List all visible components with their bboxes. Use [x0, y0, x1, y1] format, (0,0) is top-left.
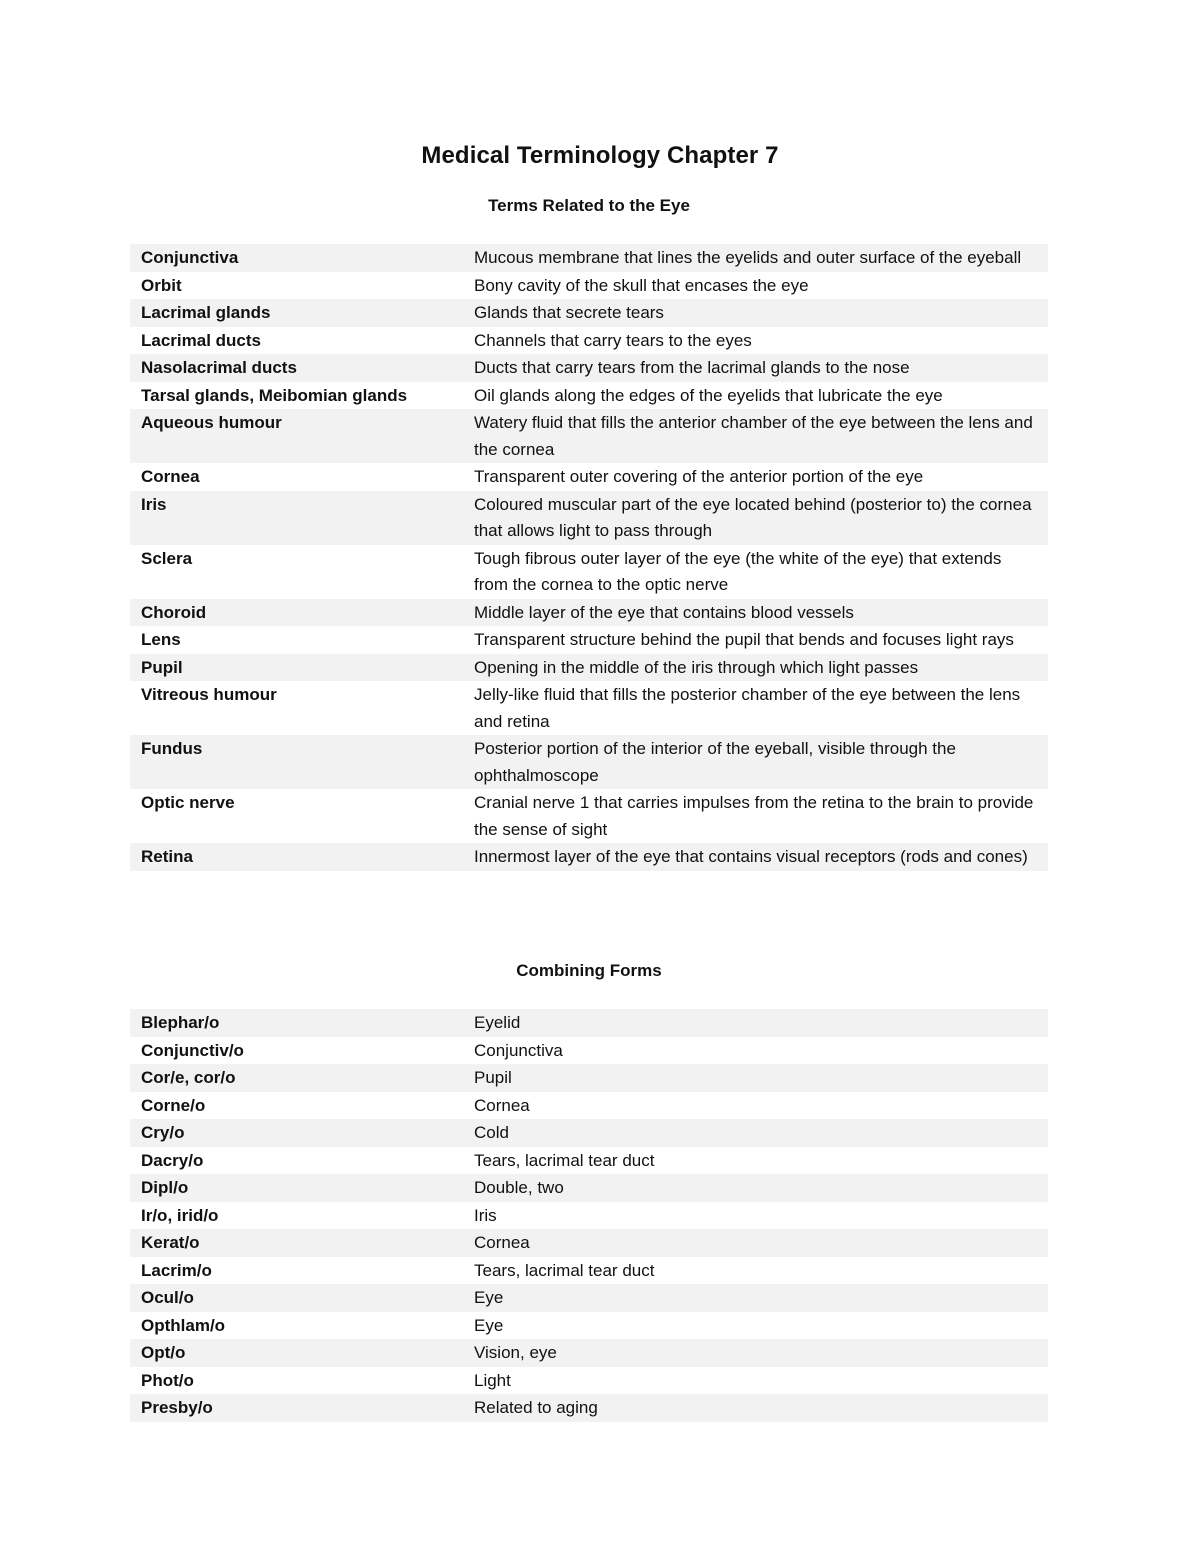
definition-cell: Ducts that carry tears from the lacrimal glands to the nose: [474, 358, 910, 377]
eye-terms-table: [130, 244, 1048, 871]
page-title: Medical Terminology Chapter 7: [421, 142, 779, 169]
term-cell: Pupil: [141, 657, 183, 677]
table-row: [130, 244, 1048, 272]
table-row: [130, 735, 1048, 789]
table-row: [130, 1284, 1048, 1312]
table-row: [130, 1202, 1048, 1230]
definition-cell: Mucous membrane that lines the eyelids and outer surface of the eyeball: [474, 248, 1022, 267]
term-cell: Opthlam/o: [141, 1315, 226, 1335]
term-cell: Tarsal glands, Meibomian glands: [141, 385, 408, 405]
definition-cell: Glands that secrete tears: [474, 303, 664, 322]
term-cell: Ocul/o: [141, 1288, 194, 1307]
table-row: [130, 354, 1048, 382]
definition-cell: Oil glands along the edges of the eyelids that lubricate the eye: [474, 385, 943, 405]
definition-cell: Transparent structure behind the pupil that bends and focuses light rays: [474, 630, 1014, 649]
definition-cell: Related to aging: [474, 1398, 598, 1417]
table-row: [130, 1147, 1048, 1175]
term-cell: Vitreous humour: [141, 685, 277, 704]
definition-cell: Cranial nerve 1 that carries impulses from the retina to the brain to provide the sense of sight: [474, 793, 1034, 839]
term-cell: Dacry/o: [141, 1150, 204, 1170]
term-cell: Optic nerve: [141, 793, 235, 812]
table-row: [130, 1119, 1048, 1147]
table-row: [130, 1339, 1048, 1367]
definition-cell: Conjunctiva: [474, 1040, 563, 1060]
term-cell: Sclera: [141, 548, 193, 568]
definition-cell: Cornea: [474, 1095, 530, 1115]
definition-cell: Channels that carry tears to the eyes: [474, 330, 752, 350]
term-cell: Nasolacrimal ducts: [141, 358, 297, 377]
table-row: [130, 1394, 1048, 1422]
term-cell: Conjunctiv/o: [141, 1040, 244, 1060]
term-cell: Choroid: [141, 602, 207, 622]
definition-cell: Transparent outer covering of the anterior portion of the eye: [474, 467, 924, 486]
table-row: [130, 382, 1048, 410]
term-cell: Lens: [141, 630, 181, 649]
term-cell: Ir/o, irid/o: [141, 1205, 219, 1225]
term-cell: Lacrimal ducts: [141, 330, 261, 350]
table-row: [130, 327, 1048, 355]
eye-terms-heading: Terms Related to the Eye: [488, 196, 690, 215]
definition-cell: Eye: [474, 1315, 504, 1335]
term-cell: Aqueous humour: [141, 413, 282, 432]
table-row: [130, 491, 1048, 545]
definition-cell: Watery fluid that fills the anterior chamber of the eye between the lens and the cornea: [474, 413, 1033, 459]
definition-cell: Vision, eye: [474, 1343, 557, 1362]
term-cell: Cry/o: [141, 1123, 185, 1142]
table-row: [130, 626, 1048, 654]
definition-cell: Tough fibrous outer layer of the eye (the white of the eye) that extends from the cornea to the optic nerve: [474, 548, 1002, 594]
definition-cell: Double, two: [474, 1178, 564, 1197]
term-cell: Dipl/o: [141, 1178, 189, 1197]
table-row: [130, 1037, 1048, 1065]
definition-cell: Tears, lacrimal tear duct: [474, 1150, 655, 1170]
term-cell: Retina: [141, 847, 193, 866]
definition-cell: Eye: [474, 1288, 504, 1307]
definition-cell: Cornea: [474, 1233, 530, 1252]
table-row: [130, 409, 1048, 463]
combining-forms-table: [130, 1009, 1048, 1422]
definition-cell: Middle layer of the eye that contains blood vessels: [474, 602, 854, 622]
table-row: [130, 654, 1048, 682]
term-cell: Presby/o: [141, 1398, 213, 1417]
table-row: [130, 681, 1048, 735]
term-cell: Opt/o: [141, 1343, 186, 1362]
table-row: [130, 1257, 1048, 1285]
table-row: [130, 299, 1048, 327]
table-row: [130, 545, 1048, 599]
definition-cell: Innermost layer of the eye that contains visual receptors (rods and cones): [474, 847, 1028, 866]
table-row: [130, 1009, 1048, 1037]
table-row: [130, 1064, 1048, 1092]
term-cell: Conjunctiva: [141, 248, 239, 267]
definition-cell: Jelly-like fluid that fills the posterior chamber of the eye between the lens and retina: [474, 685, 1021, 731]
table-row: [130, 789, 1048, 843]
definition-cell: Light: [474, 1370, 511, 1390]
table-row: [130, 463, 1048, 491]
definition-cell: Tears, lacrimal tear duct: [474, 1260, 655, 1280]
definition-cell: Iris: [474, 1205, 497, 1225]
table-row: [130, 1229, 1048, 1257]
term-cell: Cornea: [141, 467, 200, 486]
table-row: [130, 1174, 1048, 1202]
table-row: [130, 843, 1048, 871]
term-cell: Orbit: [141, 275, 182, 295]
term-cell: Lacrim/o: [141, 1260, 212, 1280]
table-row: [130, 1367, 1048, 1395]
definition-cell: Posterior portion of the interior of the eyeball, visible through the ophthalmoscope: [474, 739, 956, 785]
table-row: [130, 599, 1048, 627]
table-row: [130, 1092, 1048, 1120]
term-cell: Blephar/o: [141, 1013, 220, 1032]
term-cell: Fundus: [141, 739, 203, 758]
definition-cell: Eyelid: [474, 1013, 521, 1032]
table-row: [130, 272, 1048, 300]
combining-forms-heading: Combining Forms: [516, 961, 662, 980]
term-cell: Corne/o: [141, 1095, 206, 1115]
term-cell: Cor/e, cor/o: [141, 1068, 236, 1087]
term-cell: Kerat/o: [141, 1233, 200, 1252]
definition-cell: Bony cavity of the skull that encases the eye: [474, 275, 809, 295]
term-cell: Phot/o: [141, 1370, 194, 1390]
definition-cell: Opening in the middle of the iris through which light passes: [474, 657, 919, 677]
term-cell: Iris: [141, 494, 167, 514]
definition-cell: Cold: [474, 1123, 509, 1142]
term-cell: Lacrimal glands: [141, 303, 271, 322]
definition-cell: Coloured muscular part of the eye located behind (posterior to) the cornea that allows light to pass through: [474, 494, 1032, 540]
definition-cell: Pupil: [474, 1068, 512, 1087]
table-row: [130, 1312, 1048, 1340]
